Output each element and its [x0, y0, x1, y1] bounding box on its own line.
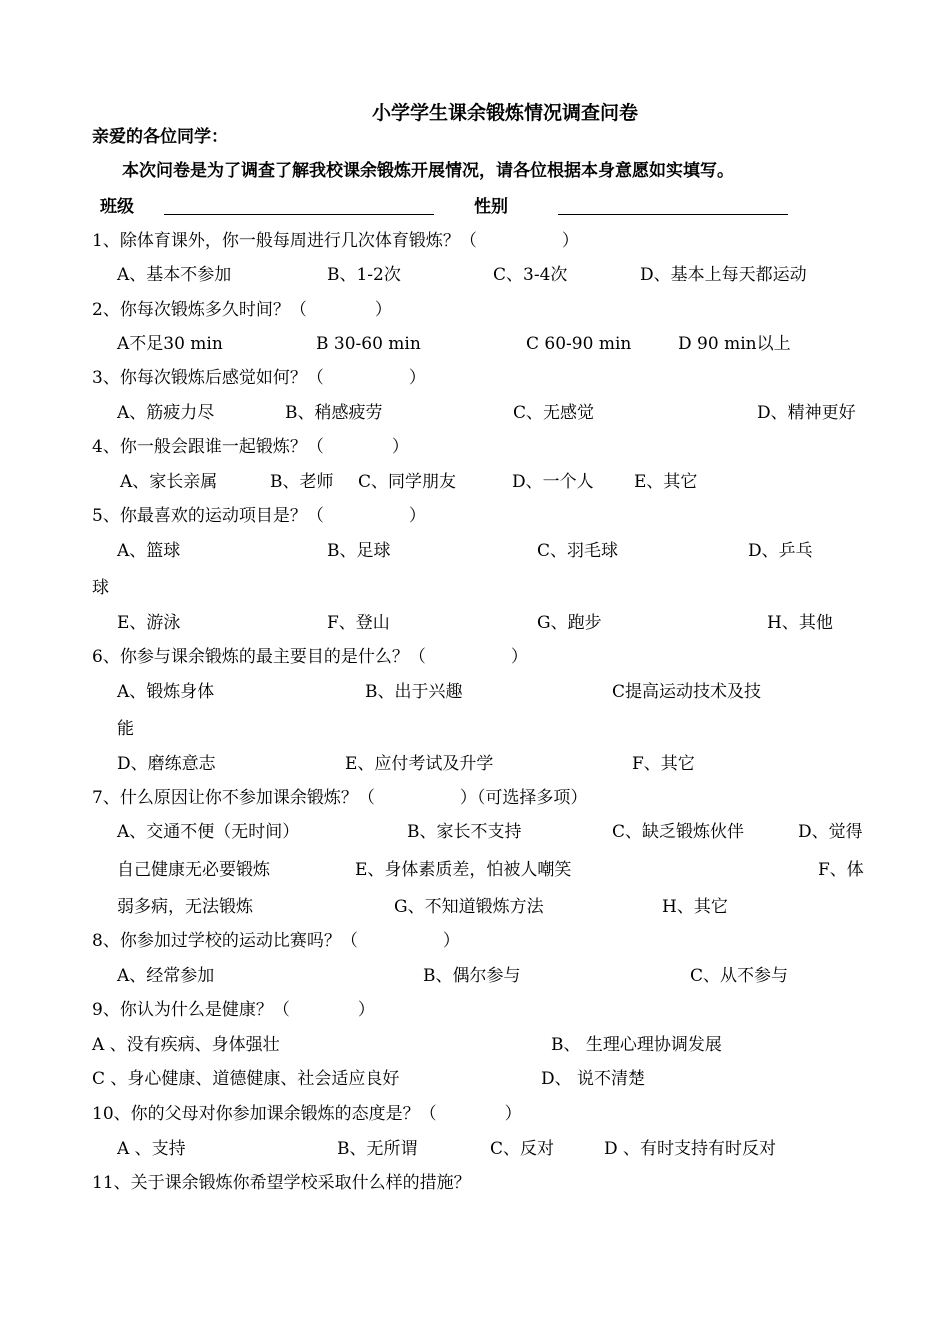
option-7f-wrap: 弱多病，无法锻炼 [117, 897, 253, 917]
option-10a: A 、支持 [117, 1139, 186, 1159]
option-2d: D 90 min以上 [678, 334, 791, 354]
option-3a: A、筋疲力尽 [117, 403, 215, 423]
option-7d: D、觉得 [798, 822, 863, 842]
option-7e: E、身体素质差，怕被人嘲笑 [355, 860, 572, 880]
option-2a: A不足30 min [117, 334, 223, 354]
option-8a: A、经常参加 [117, 966, 215, 986]
option-4a: A、家长亲属 [120, 472, 218, 492]
option-6d: D、磨练意志 [117, 754, 216, 774]
question-2: 2、你每次锻炼多久时间？（ ） [92, 300, 392, 320]
option-5b: B、足球 [327, 541, 391, 561]
option-1d: D、基本上每天都运动 [640, 265, 807, 285]
gender-blank-line[interactable] [558, 214, 788, 215]
option-6c-wrap: 能 [117, 719, 134, 739]
question-4: 4、你一般会跟谁一起锻炼？（ ） [92, 437, 409, 457]
option-5g: G、跑步 [537, 613, 602, 633]
option-4d: D、一个人 [512, 472, 594, 492]
option-7h: H、其它 [662, 897, 728, 917]
option-5c: C、羽毛球 [537, 541, 619, 561]
option-7b: B、家长不支持 [407, 822, 522, 842]
option-4e: E、其它 [634, 472, 698, 492]
intro-text: 本次问卷是为了调查了解我校课余锻炼开展情况，请各位根据本身意愿如实填写。 [122, 161, 734, 181]
option-10d: D 、有时支持有时反对 [604, 1139, 777, 1159]
option-6b: B、出于兴趣 [365, 682, 463, 702]
option-10b: B、无所谓 [337, 1139, 418, 1159]
gender-label: 性别 [474, 197, 508, 217]
option-6c: C提高运动技术及技 [612, 682, 762, 702]
option-5d-wrap: 球 [92, 578, 109, 598]
question-9: 9、你认为什么是健康？（ ） [92, 1000, 375, 1020]
option-6e: E、应付考试及升学 [345, 754, 494, 774]
class-blank-line[interactable] [164, 214, 434, 215]
greeting: 亲爱的各位同学： [92, 127, 228, 147]
question-10: 10、你的父母对你参加课余锻炼的态度是？（ ） [92, 1104, 522, 1124]
option-3b: B、稍感疲劳 [285, 403, 383, 423]
question-8: 8、你参加过学校的运动比赛吗？（ ） [92, 931, 460, 951]
option-4c: C、同学朋友 [358, 472, 457, 492]
option-1a: A、基本不参加 [117, 265, 232, 285]
option-3d: D、精神更好 [757, 403, 856, 423]
option-5e: E、游泳 [117, 613, 181, 633]
option-2b: B 30-60 min [316, 334, 421, 354]
option-3c: C、无感觉 [513, 403, 595, 423]
option-9d: D、 说不清楚 [541, 1069, 646, 1089]
question-1: 1、除体育课外，你一般每周进行几次体育锻炼？（ ） [92, 231, 579, 251]
option-9a: A 、没有疾病、身体强壮 [92, 1035, 280, 1055]
option-1c: C、3-4次 [493, 265, 568, 285]
option-5f: F、登山 [327, 613, 390, 633]
option-2c: C 60-90 min [526, 334, 632, 354]
option-1b: B、1-2次 [327, 265, 401, 285]
option-10c: C、反对 [490, 1139, 555, 1159]
option-4b: B、老师 [270, 472, 334, 492]
option-7c: C、缺乏锻炼伙伴 [612, 822, 745, 842]
question-5: 5、你最喜欢的运动项目是？（ ） [92, 506, 426, 526]
option-6f: F、其它 [632, 754, 695, 774]
option-7d-wrap: 自己健康无必要锻炼 [117, 860, 270, 880]
option-5a: A、篮球 [117, 541, 181, 561]
page-title: 小学学生课余锻炼情况调查问卷 [372, 102, 639, 124]
question-3: 3、你每次锻炼后感觉如何？（ ） [92, 368, 426, 388]
option-5h: H、其他 [767, 613, 833, 633]
option-7f: F、体 [818, 860, 864, 880]
class-label: 班级 [100, 197, 134, 217]
question-7: 7、什么原因让你不参加课余锻炼？（ ）（可选择多项） [92, 788, 588, 808]
option-8c: C、从不参与 [690, 966, 789, 986]
option-8b: B、偶尔参与 [423, 966, 521, 986]
question-6: 6、你参与课余锻炼的最主要目的是什么？（ ） [92, 647, 528, 667]
option-7g: G、不知道锻炼方法 [394, 897, 544, 917]
question-11: 11、关于课余锻炼你希望学校采取什么样的措施？ [92, 1173, 471, 1193]
option-9c: C 、身心健康、道德健康、社会适应良好 [92, 1069, 400, 1089]
option-6a: A、锻炼身体 [117, 682, 215, 702]
option-7a: A、交通不便（无时间） [117, 822, 300, 842]
option-9b: B、 生理心理协调发展 [551, 1035, 722, 1055]
option-5d: D、乒乓 [748, 541, 813, 561]
